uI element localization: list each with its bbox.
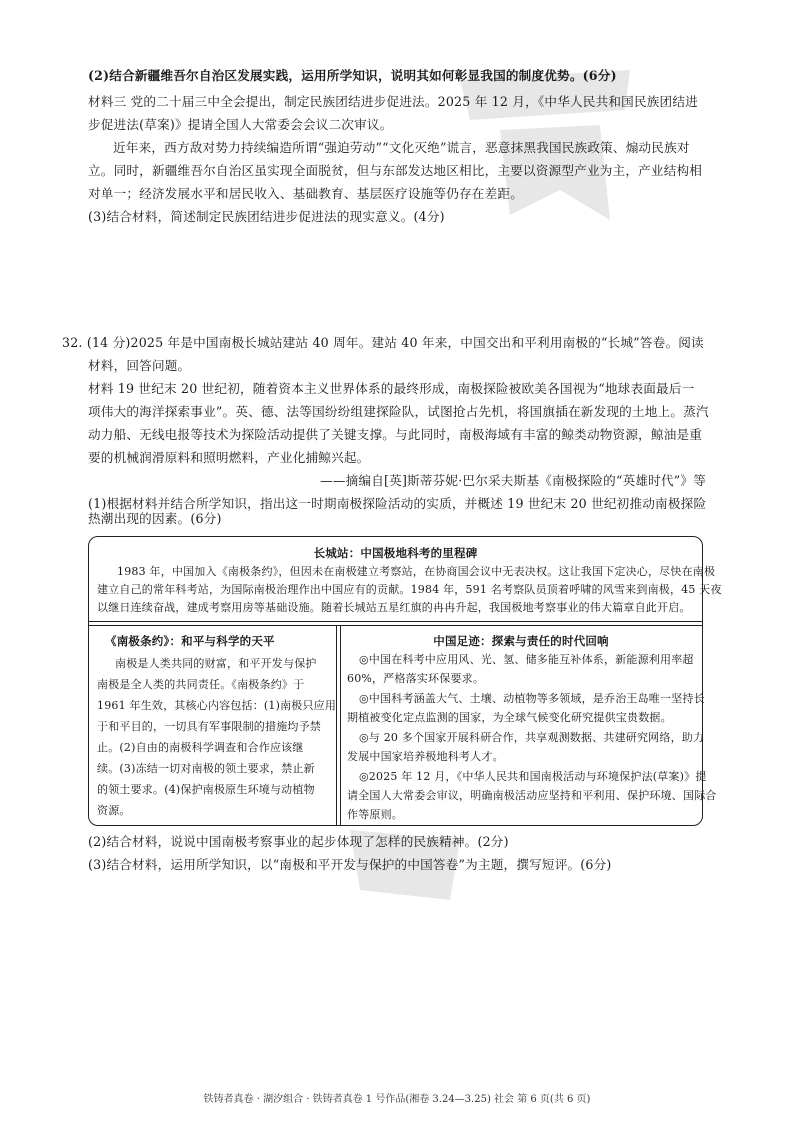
- q32-material-line: 要的机械润滑原料和照明燃料，产业化捕鲸兴起。: [88, 450, 370, 465]
- material-3-line: 近年来，西方敌对势力持续编造所谓“强迫劳动”“文化灭绝”谎言，恶意抹黑我国民族政策、煽动民族对: [113, 140, 690, 155]
- material-3-line: 材料三 党的二十届三中全会提出，制定民族团结进步促进法。2025 年 12 月，《中华人民共和国民族团结进: [88, 94, 698, 109]
- q32-material-line: 项伟大的海洋探索事业”。英、德、法等国纷纷组建探险队，试图抢占先机，将国旗插在新发现的土地上。蒸汽: [88, 404, 709, 419]
- box-right-line: 请全国人大常委会审议，明确南极活动应坚持和平利用、保护环境、国际合: [347, 789, 717, 802]
- page-footer: 铁铸者真卷 · 湖汐组合 · 铁铸者真卷 1 号作品(湘卷 3.24—3.25) 社会 第 6 页(共 6 页): [203, 1094, 591, 1105]
- box-top-line: 1983 年，中国加入《南极条约》，但因未在南极建立考察站，在协商国会议中无表决权。这让我国下定决心，尽快在南极: [117, 565, 716, 578]
- box-right-line: 60%，严格落实环保要求。: [347, 672, 485, 685]
- box-top-line: 以继日连续奋战，建成考察用房等基础设施。随着长城站五星红旗的冉冉升起，我国极地考察事业的伟大篇章自此开启。: [97, 601, 691, 614]
- box-left-line: 1961 年生效，其核心内容包括：(1)南极只应用: [97, 699, 337, 712]
- box-left-line: 于和平目的，一切具有军事限制的措施均予禁: [97, 720, 321, 733]
- box-left-line: 资源。: [97, 804, 131, 817]
- material-3-line: 步促进法(草案)》提请全国人大常委会会议二次审议。: [88, 117, 393, 132]
- question-32-header: 材料，回答问题。: [88, 358, 191, 373]
- box-left-title: 《南极条约》：和平与科学的天平: [105, 634, 275, 648]
- q32-sub-question-1: (1)根据材料并结合所学知识，指出这一时期南极探险活动的实质，并概述 19 世纪末 20 世纪初推动南极探险: [88, 496, 707, 511]
- box-right-line: 期植被变化定点监测的国家，为全球气候变化研究提供宝贵数据。: [347, 711, 672, 724]
- material-box: [88, 536, 722, 826]
- material-3-line: 对单一；经济发展水平和居民收入、基础教育、基层医疗设施等仍存在差距。: [88, 186, 523, 201]
- box-left-line: 的领土要求。(4)保护南极原生环境与动植物: [97, 783, 315, 796]
- box-title: 长城站：中国极地科考的里程碑: [313, 546, 478, 560]
- box-right-line: 发展中国家培养极地科考人才。: [347, 750, 504, 763]
- box-left-line: 南极是人类共同的财富，和平开发与保护: [115, 657, 317, 670]
- box-right-line: ◎与 20 多个国家开展科研合作，共享观测数据、共建研究网络，助力: [359, 731, 705, 744]
- box-right-line: 作等原则。: [347, 808, 403, 821]
- q32-sub-question-2: (2)结合材料，说说中国南极考察事业的起步体现了怎样的民族精神。(2分): [88, 834, 509, 849]
- divider: [340, 625, 341, 825]
- question-2-prompt: (2)结合新疆维吾尔自治区发展实践，运用所学知识，说明其如何彰显我国的制度优势。(6分): [88, 68, 617, 83]
- q32-source-citation: ——摘编自[英]斯蒂芬妮·巴尔采夫斯基《南极探险的“英雄时代”》等: [320, 473, 706, 488]
- question-32-header: 32. (14 分)2025 年是中国南极长城站建站 40 周年。建站 40 年来，中国交出和平利用南极的“长城”答卷。阅读: [62, 335, 704, 350]
- q32-sub-question-1: 热潮出现的因素。(6分): [88, 511, 222, 526]
- divider: [89, 625, 702, 626]
- box-right-line: ◎2025 年 12 月，《中华人民共和国南极活动与环境保护法(草案)》提: [359, 770, 707, 783]
- box-left-line: 南极是全人类的共同责任。《南极条约》于: [97, 678, 305, 691]
- box-right-line: ◎中国在科考中应用风、光、氢、储多能互补体系，新能源利用率超: [359, 653, 694, 666]
- material-3-line: 立。同时，新疆维吾尔自治区虽实现全面脱贫，但与东部发达地区相比，主要以资源型产业为主，产业结构相: [88, 163, 703, 178]
- question-3-prompt: (3)结合材料，简述制定民族团结进步促进法的现实意义。(4分): [88, 209, 445, 224]
- q32-sub-question-3: (3)结合材料，运用所学知识，以“南极和平开发与保护的中国答卷”为主题，撰写短评。(6分): [88, 857, 612, 872]
- q32-material-line: 材料 19 世纪末 20 世纪初，随着资本主义世界体系的最终形成，南极探险被欧美各国视为“地球表面最后一: [88, 381, 695, 396]
- box-top-line: 建立自己的常年科考站，为国际南极治理作出中国应有的贡献。1984 年，591 名考察队员顶着呼啸的风雪来到南极，45 天夜: [97, 583, 722, 596]
- box-left-line: 止。(2)自由的南极科学调查和合作应该继: [97, 741, 304, 754]
- divider: [89, 621, 702, 622]
- divider: [336, 625, 337, 825]
- box-left-line: 续。(3)冻结一切对南极的领土要求，禁止新: [97, 762, 315, 775]
- q32-material-line: 动力船、无线电报等技术为探险活动提供了关键支撑。与此同时，南极海域有丰富的鲸类动物资源，鲸油是重: [88, 427, 703, 442]
- box-right-title: 中国足迹：探索与责任的时代回响: [433, 634, 609, 648]
- box-right-line: ◎中国科考涵盖大气、土壤、动植物等多领域，是乔治王岛唯一坚持长: [359, 692, 705, 705]
